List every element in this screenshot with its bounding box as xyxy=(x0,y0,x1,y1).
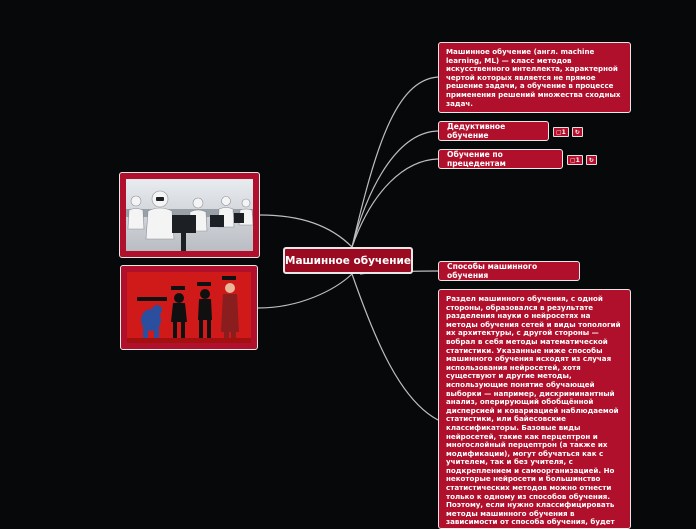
evolution-image[interactable] xyxy=(120,265,258,350)
robots-image[interactable] xyxy=(119,172,260,258)
link-evolution-image xyxy=(258,274,352,308)
definition-node[interactable]: Машинное обучение (англ. machine learning, ML) — класс методов искусственного интеллекта, характерной чертой которых является не прямое решение задачи, а обучение в процессе применения решений множества сходных задач. xyxy=(438,42,631,113)
note-count-badge[interactable]: ▢ 1 xyxy=(567,155,583,165)
precedent-badges xyxy=(567,155,597,165)
link-deductive xyxy=(352,131,438,247)
central-topic[interactable]: Машинное обучение xyxy=(283,247,413,274)
deductive-learning-label: Дедуктивное обучение xyxy=(447,122,506,140)
link-section xyxy=(352,274,438,420)
link-precedent xyxy=(352,159,438,247)
evolution-picture xyxy=(127,272,251,343)
section-description-node[interactable]: Раздел машинного обучения, с одной стороны, образовался в результате разделения науки о нейросетях на методы обучения сетей и виды топологий их архитектуры, с другой стороны — вобрал в себя методы математической статистики. Указанные ниже способы машинного обучения исходят из случая использования нейросетей, хотя существуют и другие методы, использующие понятие обучающей выборки — например, дискриминантный анализ, оперирующий обобщённой дисперсией и ковариацией наблюдаемой статистики, или байесовские классификаторы. Базовые виды нейросетей, такие как перцептрон и многослойный перцептрон (а также их модификации), могут обучаться как с учителем, так и без учителя, с подкреплением и самоорганизацией. Но некоторые нейросети и большинство статистических методов можно отнести только к одному из способов обучения. Поэтому, если нужно классифицировать методы машинного обучения в зависимости от способа обучения, будет xyxy=(438,289,631,529)
link-icon[interactable]: ↻ xyxy=(586,155,597,165)
note-count-badge[interactable]: ▢ 1 xyxy=(553,127,569,137)
deductive-learning-node[interactable] xyxy=(438,121,549,141)
precedent-learning-node[interactable] xyxy=(438,149,563,169)
deductive-badges xyxy=(553,127,583,137)
link-icon[interactable]: ↻ xyxy=(572,127,583,137)
robots-picture xyxy=(126,179,253,251)
precedent-learning-label: Обучение по прецедентам xyxy=(447,150,506,168)
learning-methods-label: Способы машинного обучения xyxy=(447,262,538,280)
link-definition xyxy=(352,77,438,247)
link-robots-image xyxy=(260,215,352,247)
learning-methods-node[interactable] xyxy=(438,261,580,281)
